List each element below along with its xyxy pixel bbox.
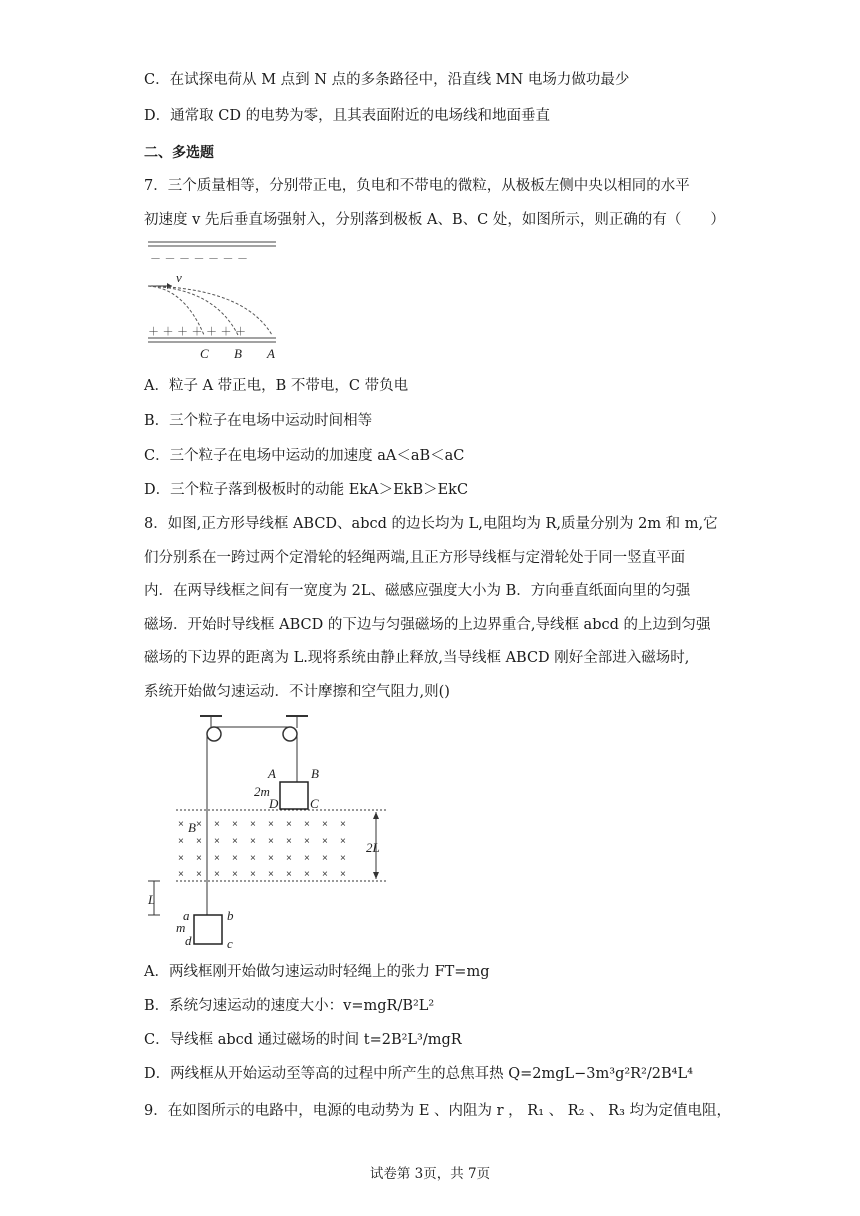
svg-text:D: D (269, 796, 279, 811)
field-cross: × (196, 869, 202, 880)
left-pulley (207, 727, 221, 741)
option-7d: D．三个粒子落到极板时的动能 EkA＞EkB＞EkC (144, 482, 469, 498)
field-cross: × (286, 853, 292, 864)
option-7a: A．粒子 A 带正电，B 不带电，C 带负电 (144, 378, 409, 394)
field-cross: × (178, 853, 184, 864)
field-cross: × (340, 836, 346, 847)
field-cross: × (232, 819, 238, 830)
figure-pulley-loops (144, 712, 404, 952)
field-cross: × (340, 869, 346, 880)
svg-text:2L: 2L (366, 840, 380, 855)
field-cross: × (214, 836, 220, 847)
field-cross: × (340, 819, 346, 830)
field-cross: × (304, 836, 310, 847)
field-cross: × (268, 819, 274, 830)
field-cross: × (250, 853, 256, 864)
negative-charges: － － － － － － － (150, 252, 248, 265)
svg-text:A: A (268, 766, 276, 781)
option-6d: D．通常取 CD 的电势为零，且其表面附近的电场线和地面垂直 (144, 108, 551, 124)
option-8b: B．系统匀速运动的速度大小：v=mgR/B²L² (144, 998, 435, 1014)
question-8-line2: 们分别系在一跨过两个定滑轮的轻绳两端,且正方形导线框与定滑轮处于同一竖直平面 (144, 550, 686, 566)
svg-text:C: C (310, 796, 319, 811)
field-cross: × (196, 853, 202, 864)
field-cross: × (304, 819, 310, 830)
field-cross: × (250, 869, 256, 880)
svg-text:b: b (227, 908, 234, 923)
field-cross: × (214, 853, 220, 864)
field-cross: × (322, 836, 328, 847)
page-footer: 试卷第 3页，共 7页 (369, 1166, 491, 1182)
field-cross: × (286, 836, 292, 847)
svg-text:a: a (183, 908, 190, 923)
question-8-line6: 系统开始做匀速运动．不计摩擦和空气阻力,则() (144, 684, 450, 700)
field-cross: × (250, 819, 256, 830)
label-a: A (267, 346, 275, 361)
option-7b: B．三个粒子在电场中运动时间相等 (144, 413, 373, 429)
field-cross: × (340, 853, 346, 864)
label-b: B (234, 346, 242, 361)
field-cross: × (322, 853, 328, 864)
svg-text:2m: 2m (254, 784, 270, 799)
svg-text:B: B (311, 766, 319, 781)
field-cross: × (232, 836, 238, 847)
question-8-line3: 内．在两导线框之间有一宽度为 2L、磁感应强度大小为 B．方向垂直纸面向里的匀强 (144, 583, 691, 599)
field-cross: × (322, 819, 328, 830)
field-cross: × (196, 819, 202, 830)
figure-deflection-plates (144, 238, 284, 363)
field-cross: × (178, 869, 184, 880)
field-cross: × (232, 869, 238, 880)
option-8d: D．两线框从开始运动至等高的过程中所产生的总焦耳热 Q=2mgL−3m³g²R²/2B⁴L⁴ (144, 1066, 693, 1082)
field-cross: × (286, 869, 292, 880)
svg-text:c: c (227, 936, 233, 951)
svg-text:d: d (185, 933, 192, 948)
question-8-line4: 磁场．开始时导线框 ABCD 的下边与匀强磁场的上边界重合,导线框 abcd 的上边到匀强 (144, 617, 711, 633)
field-cross: × (268, 836, 274, 847)
question-9-line1: 9．在如图所示的电路中，电源的电动势为 E 、内阻为 r ， R₁ 、 R₂ 、 R₃ 均为定值电阻， (144, 1103, 732, 1119)
field-cross: × (304, 853, 310, 864)
loop-abcd-lower (194, 915, 222, 944)
option-7c: C．三个粒子在电场中运动的加速度 aA＜aB＜aC (144, 448, 465, 464)
option-8a: A．两线框刚开始做匀速运动时轻绳上的张力 FT=mg (144, 964, 490, 980)
field-cross: × (304, 869, 310, 880)
field-cross: × (322, 869, 328, 880)
field-cross: × (250, 836, 256, 847)
field-cross: × (286, 819, 292, 830)
question-7-line1: 7．三个质量相等，分别带正电，负电和不带电的微粒，从极板左侧中央以相同的水平 (144, 178, 690, 194)
field-cross: × (178, 819, 184, 830)
right-pulley (283, 727, 297, 741)
svg-text:B: B (188, 820, 196, 835)
field-cross: × (178, 836, 184, 847)
field-cross: × (268, 869, 274, 880)
section-heading: 二、多选题 (144, 145, 214, 161)
option-6c: C．在试探电荷从 M 点到 N 点的多条路径中，沿直线 MN 电场力做功最少 (144, 72, 630, 88)
velocity-label: v (176, 270, 182, 285)
option-8c: C．导线框 abcd 通过磁场的时间 t=2B²L³/mgR (144, 1032, 462, 1048)
field-cross: × (196, 836, 202, 847)
loop-abcd-upper (280, 782, 308, 809)
label-c: C (200, 346, 209, 361)
positive-charges: ＋ ＋ ＋ ＋ ＋ ＋ ＋ (148, 325, 246, 338)
svg-text:L: L (148, 892, 156, 907)
field-cross: × (214, 819, 220, 830)
question-7-line2: 初速度 v 先后垂直场强射入，分别落到极板 A、B、C 处，如图所示，则正确的有（ ） (144, 212, 725, 228)
svg-text:m: m (176, 920, 186, 935)
field-cross: × (214, 869, 220, 880)
field-cross: × (268, 853, 274, 864)
field-cross: × (232, 853, 238, 864)
question-8-line5: 磁场的下边界的距离为 L.现将系统由静止释放,当导线框 ABCD 刚好全部进入磁场时, (144, 650, 690, 666)
question-8-line1: 8．如图,正方形导线框 ABCD、abcd 的边长均为 L,电阻均为 R,质量分别为 2m 和 m,它 (144, 516, 718, 532)
